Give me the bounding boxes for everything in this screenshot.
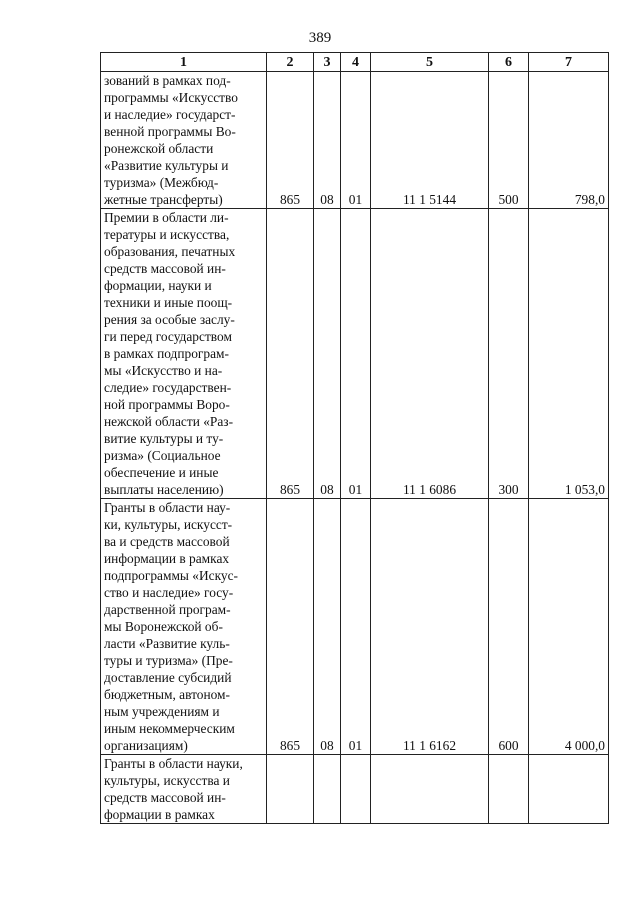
row-name: Гранты в области нау- ки, культуры, искусст- ва и средств массовой информации в рамках подпрограммы «Искус- ство и наследие» госу- дарственной програм- мы Воронежской об- ласти «Развитие куль- туры и туризма» (Пре- доставление субсидий бюджетным, автоном- ным учреждениям и иным некоммерческим организациям)	[101, 499, 267, 755]
subsection-code: 01	[341, 72, 371, 209]
section-code: 08	[314, 72, 341, 209]
target-article-code: 11 1 5144	[371, 72, 489, 209]
header-col-3: 3	[314, 53, 341, 72]
row-name: Гранты в области науки, культуры, искусства и средств массовой ин- формации в рамках	[101, 755, 267, 824]
table-row	[101, 209, 609, 499]
budget-table	[100, 52, 609, 824]
ministry-code	[267, 755, 314, 824]
amount: 4 000,0	[529, 499, 609, 755]
target-article-code	[371, 755, 489, 824]
header-col-4: 4	[341, 53, 371, 72]
header-col-2: 2	[267, 53, 314, 72]
amount	[529, 755, 609, 824]
expense-type-code: 300	[489, 209, 529, 499]
header-row	[101, 53, 609, 72]
expense-type-code: 600	[489, 499, 529, 755]
header-col-6: 6	[489, 53, 529, 72]
table-row	[101, 72, 609, 209]
target-article-code: 11 1 6086	[371, 209, 489, 499]
amount: 1 053,0	[529, 209, 609, 499]
page-number: 389	[308, 30, 332, 46]
row-name: Премии в области ли- тературы и искусства, образования, печатных средств массовой ин- формации, науки и техники и иные поощ- рения за особые заслу- ги перед государством в рамках подпрограм- мы «Искусство и на- следие» государствен- ной программы Воро- нежской области «Раз- витие культуры и ту- ризма» (Социальное обеспечение и иные выплаты населению)	[101, 209, 267, 499]
section-code: 08	[314, 499, 341, 755]
ministry-code: 865	[267, 209, 314, 499]
subsection-code: 01	[341, 209, 371, 499]
subsection-code: 01	[341, 499, 371, 755]
expense-type-code: 500	[489, 72, 529, 209]
header-col-7: 7	[529, 53, 609, 72]
ministry-code: 865	[267, 72, 314, 209]
subsection-code	[341, 755, 371, 824]
table-row	[101, 755, 609, 824]
header-col-1: 1	[101, 53, 267, 72]
amount: 798,0	[529, 72, 609, 209]
section-code: 08	[314, 209, 341, 499]
table-row	[101, 499, 609, 755]
target-article-code: 11 1 6162	[371, 499, 489, 755]
expense-type-code	[489, 755, 529, 824]
ministry-code: 865	[267, 499, 314, 755]
section-code	[314, 755, 341, 824]
row-name: зований в рамках под- программы «Искусство и наследие» государст- венной программы Во- ронежской области «Развитие культуры и туризма» (Межбюд- жетные трансферты)	[101, 72, 267, 209]
header-col-5: 5	[371, 53, 489, 72]
